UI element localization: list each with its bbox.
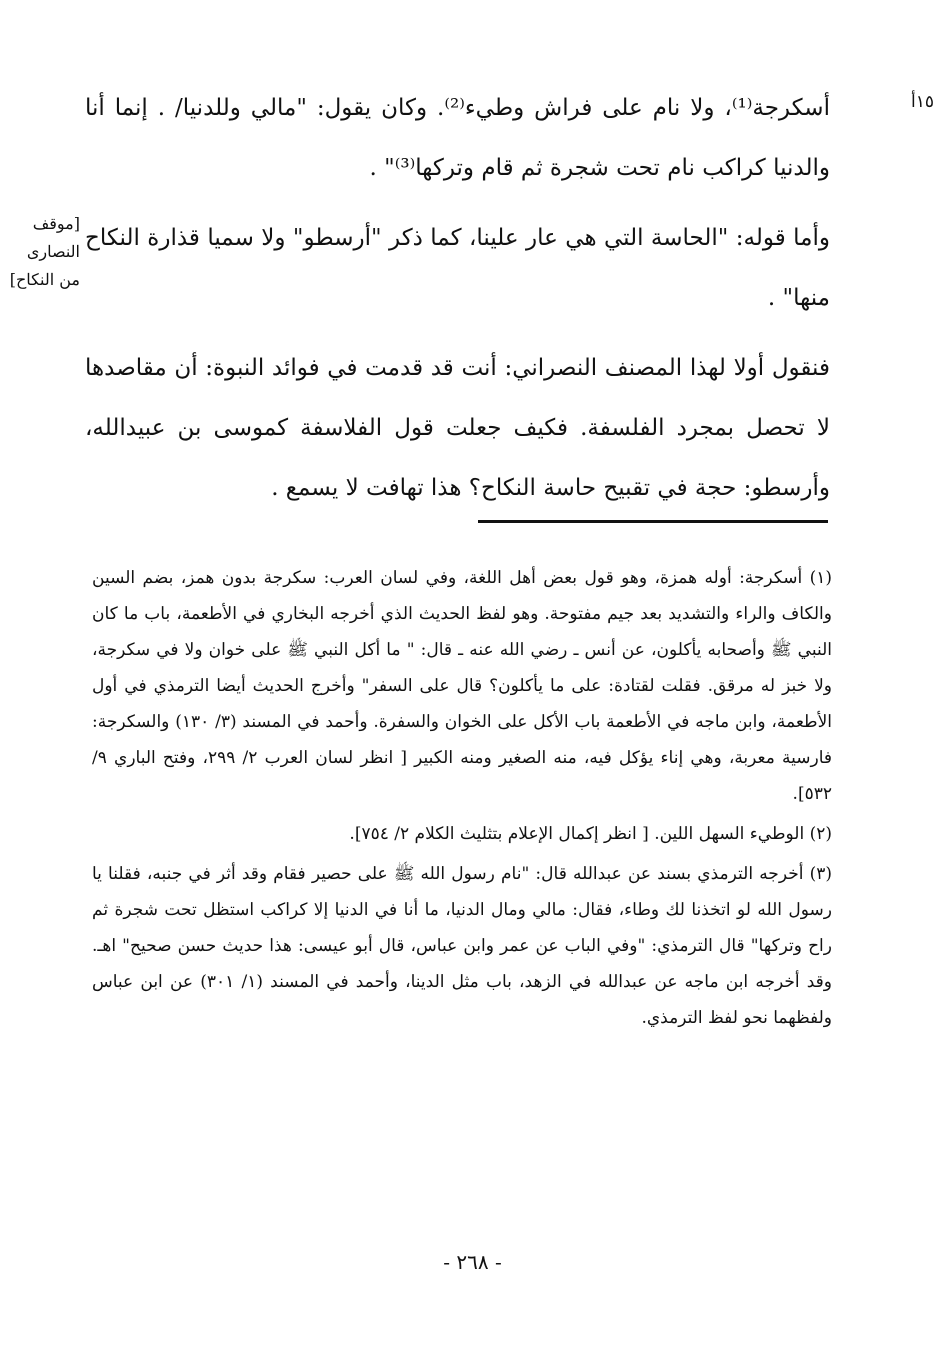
page-number: - ٢٦٨ - [443,1250,502,1274]
footnote-separator-rule [478,520,828,523]
footnotes-section [92,560,832,1040]
main-body-text [85,78,830,518]
footnote: (٢) الوطيء السهل اللين. [ انظر إكمال الإعلام بتثليث الكلام ٢/ ٧٥٤]. [349,824,832,844]
footnote: (٣) أخرجه الترمذي بسند عن عبدالله قال: "نام رسول الله ﷺ على حصير فقام وقد أثر في جنبه، فقلنا يا رسول الله لو اتخذنا لك وطاء، فقال: مالي ومال الدنيا، ما أنا في الدنيا إلا كراكب استظل تحت شجرة ثم راح وتركها" قال الترمذي: "وفي الباب عن عمر وابن عباس، قال أبو عيسى: هذا حديث حسن صحيح" اهـ. وقد أخرجه ابن ماجه عن عبدالله في الزهد، باب مثل الدينا، وأحمد في المسند (١/ ٣٠١) عن ابن عباس ولفظهما نحو لفظ الترمذي. [92,864,833,1028]
body-paragraph: فنقول أولا لهذا المصنف النصراني: أنت قد قدمت في فوائد النبوة: أن مقاصدها لا تحصل بمجرد الفلسفة. فكيف جعلت قول الفلاسفة كموسى بن عبيدالله، وأرسطو: حجة في تقبيح حاسة النكاح؟ هذا تهافت لا يسمع . [85,355,830,501]
body-paragraph: أسكرجة⁽¹⁾، ولا نام على فراش وطيء⁽²⁾. وكان يقول: "مالي وللدنيا/ . إنما أنا والدنيا كراكب نام تحت شجرة ثم قام وتركها⁽³⁾" . [85,95,830,181]
margin-topic-note: [موقف النصارى من النكاح] [9,214,80,289]
body-paragraph: وأما قوله: "الحاسة التي هي عار علينا، كما ذكر "أرسطو" ولا سميا قذارة النكاح منها" . [85,225,830,311]
margin-folio-reference: ١٥أ [911,92,934,112]
footnote: (١) أسكرجة: أوله همزة، وهو قول بعض أهل اللغة، وفي لسان العرب: سكرجة بدون همز، بضم السين والكاف والراء والتشديد بعد جيم مفتوحة. وهو لفظ الحديث الذي أخرجه البخاري في الأطعمة، باب ما كان النبي ﷺ وأصحابه يأكلون، عن أنس ـ رضي الله عنه ـ قال: " ما أكل النبي ﷺ على خوان ولا في سكرجة، ولا خبز له مرقق. فقلت لقتادة: على ما يأكلون؟ قال على السفر" وأخرج الحديث أيضا الترمذي في أول الأطعمة، وابن ماجه في الأطعمة باب الأكل على الخوان والسفرة. وأحمد في المسند (٣/ ١٣٠) والسكرجة: فارسية معربة، وهي إناء يؤكل فيه، منه الصغير ومنه الكبير [ انظر لسان العرب ٢/ ٢٩٩، وفتح الباري ٩/ ٥٣٢]. [92,568,833,804]
